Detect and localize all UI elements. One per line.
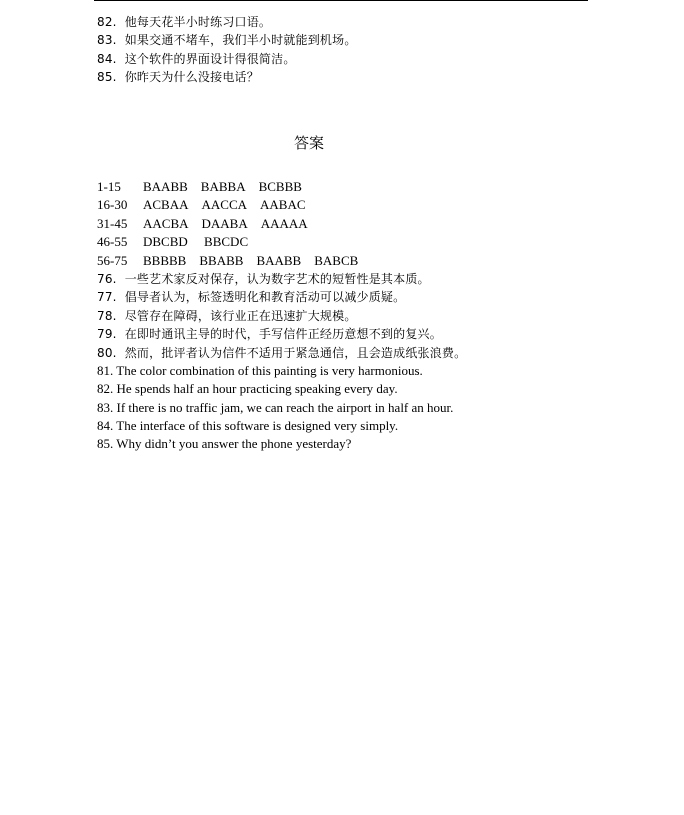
translation-number: 78. (97, 308, 117, 323)
answer-group: DBCBD (143, 234, 188, 250)
answer-group: BABBA (200, 179, 246, 194)
answer-key-row (97, 233, 617, 251)
translation-cn-item (97, 307, 617, 325)
answer-range: 31-45 (97, 215, 128, 231)
translation-number: 77. (97, 290, 117, 305)
question-number: 84. (97, 51, 117, 66)
translation-text: 在即时通讯主导的时代，手写信件正经历意想不到的复兴。 (124, 327, 442, 342)
question-text: 如果交通不堵车，我们半小时就能到机场。 (124, 33, 357, 48)
translation-cn-item (97, 325, 617, 343)
answer-group: BBBBB (143, 252, 187, 268)
translation-cn-item (97, 288, 617, 306)
answer-group: BAABB (256, 252, 302, 268)
question-item (97, 68, 617, 86)
question-number: 82. (97, 15, 117, 29)
question-text: 这个软件的界面设计得很简洁。 (124, 51, 296, 66)
answer-group: AACBA (143, 215, 189, 231)
answer-group: BBABB (199, 252, 244, 268)
answer-group: DAABA (201, 215, 248, 231)
translation-text: 尽管存在障碍，该行业正在迅速扩大规模。 (124, 308, 357, 323)
translation-en-item: 81. The color combination of this painting is very harmonious. (97, 362, 423, 378)
answer-range: 56-75 (97, 252, 128, 268)
answer-key-row (97, 196, 617, 214)
answer-group: AACCA (201, 197, 248, 213)
answer-group: ACBAA (143, 197, 189, 213)
answer-group: AAAAA (260, 215, 308, 231)
question-number: 85. (97, 70, 117, 85)
answer-key-row (97, 252, 617, 270)
translation-text: 倡导者认为，标签透明化和教育活动可以减少质疑。 (124, 290, 406, 305)
top-rule (94, 0, 588, 1)
question-text: 他每天花半小时练习口语。 (124, 15, 272, 29)
answer-group: BBCDC (200, 234, 249, 250)
translation-number: 79. (97, 327, 117, 342)
translation-number: 76. (97, 271, 117, 286)
question-item (97, 13, 617, 31)
translation-en-item: 83. If there is no traffic jam, we can reach the airport in half an hour. (97, 399, 454, 415)
answer-group: AABAC (260, 197, 306, 213)
translation-text: 一些艺术家反对保存，认为数字艺术的短暂性是其本质。 (124, 271, 430, 286)
answer-title: 答案 (293, 134, 324, 152)
answer-key-row (97, 215, 617, 233)
translation-en-item: 82. He spends half an hour practicing speaking every day. (97, 381, 398, 397)
question-item (97, 50, 617, 68)
answer-group: BABCB (314, 252, 359, 268)
answer-range: 16-30 (97, 197, 128, 213)
question-number: 83. (97, 33, 117, 48)
translation-cn-item (97, 344, 617, 362)
answer-range: 46-55 (97, 234, 128, 250)
translation-number: 80. (97, 345, 117, 360)
translation-en-item: 84. The interface of this software is designed very simply. (97, 418, 399, 434)
translation-en-item: 85. Why didn’t you answer the phone yesterday? (97, 436, 352, 452)
answer-group: BCBBB (258, 179, 302, 194)
answer-range: 1-15 (97, 179, 121, 194)
answer-section (97, 178, 617, 454)
answer-group: BAABB (143, 179, 188, 194)
translation-text: 然而，批评者认为信件不适用于紧急通信，且会造成纸张浪费。 (124, 345, 467, 360)
question-item (97, 31, 617, 49)
translation-cn-item (97, 270, 617, 288)
answer-key-row (97, 178, 617, 196)
question-text: 你昨天为什么没接电话？ (124, 70, 259, 85)
questions-list (97, 13, 617, 87)
